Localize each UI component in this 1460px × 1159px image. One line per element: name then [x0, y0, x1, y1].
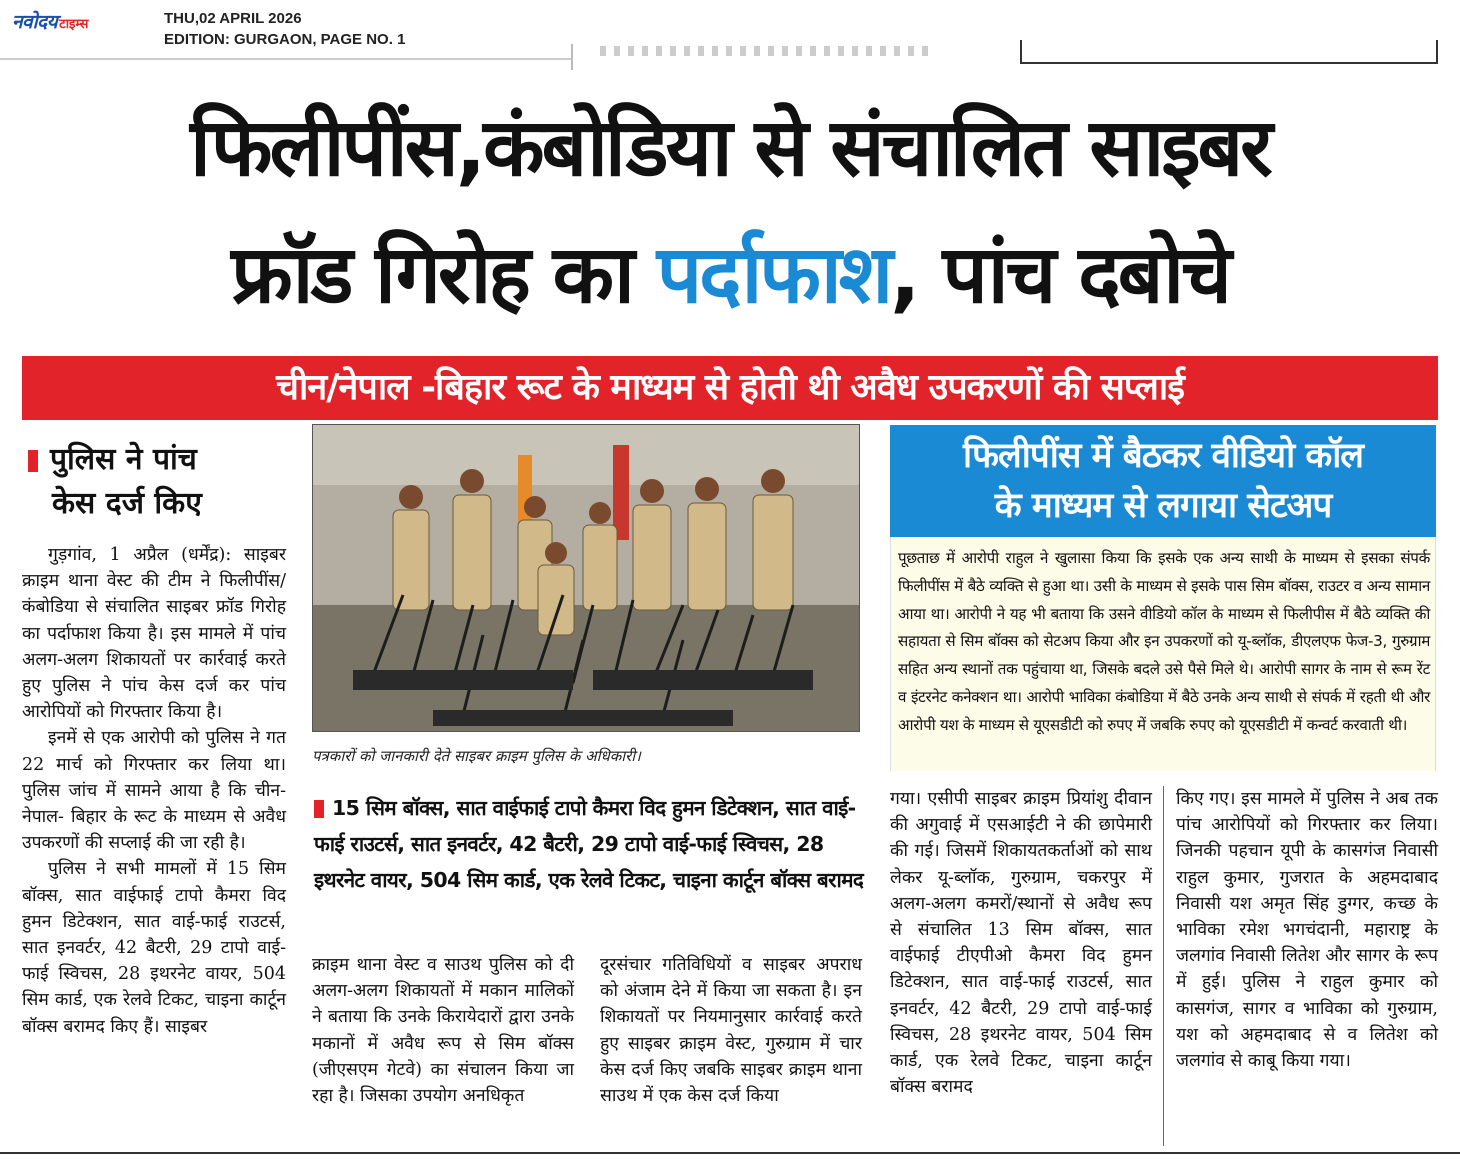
headline-line-1: फिलीपींस,कंबोडिया से संचालित साइबर — [190, 101, 1270, 194]
clipped-text-remnant — [600, 46, 930, 56]
sidebar-text: पूछताछ में आरोपी राहुल ने खुलासा किया कि इसके एक अन्य साथी के माध्यम से इसका संपर्क फिलीपींस में बैठे व्यक्ति से हुआ था। उसी के माध्यम से इसके पास सिम बॉक्स, राउटर व अन्य सामान आया था। आरोपी ने यह भी बताया कि उसने वीडियो कॉल के माध्यम से फिलीपीस में बैठे व्यक्ति की सहायता से सिम बॉक्स को सेटअप किया और इन उपकरणों को यू-ब्लॉक, डीएलएफ फेज-3, गुरुग्राम सहित अन्य स्थानों तक पहुंचाया था, जिसके बदले उसे पैसे मिले थे। आरोपी सागर के नाम से रूम रेंट व इंटरनेट कनेक्शन था। आरोपी भाविका कंबोडिया में बैठे उनके अन्य साथी से संपर्क में रहती थी और आरोपी यश के माध्यम से यूएसडीटी को रुपए में जबकि रुपए को यूएसडीटी में कन्वर्ट करवाती थी। — [898, 549, 1430, 734]
newspaper-logo — [12, 8, 88, 36]
paragraph: गुड़गांव, 1 अप्रैल (धर्मेंद्र): साइबर क्राइम थाना वेस्ट की टीम ने फिलीपींस/कंबोडिया से संचालित साइबर फ्रॉड गिरोह का पर्दाफाश किया है। इस मामले में पांच अलग-अलग शिकायतों पर कार्रवाई करते हुए पुलिस ने पांच केस दर्ज कर पांच आरोपियों को गिरफ्तार किया है। — [22, 545, 286, 723]
headline-part-b: , पांच दबोचे — [890, 228, 1229, 321]
headline-part-a: फ्रॉड गिरोह का — [231, 228, 657, 321]
logo-main-text: नवोदय — [12, 11, 58, 33]
highlights-summary — [314, 790, 874, 898]
red-subhead-banner: चीन/नेपाल -बिहार रूट के माध्यम से होती थी अवैध उपकरणों की सप्लाई — [22, 356, 1438, 420]
highlights-text: 15 सिम बॉक्स, सात वाईफाई टापो कैमरा विद हुमन डिटेक्शन, सात वाई-फाई राउटर्स, सात इनवर्टर, 42 बैटरी, 29 टापो वाई-फाई स्विचस, 28 इथरनेट वायर, 504 सिम कार्ड, एक रेलवे टिकट, चाइना कार्टून बॉक्स बरामद — [314, 796, 864, 892]
bullet-square-icon — [314, 800, 324, 818]
right-column-a: गया। एसीपी साइबर क्राइम प्रियांशु दीवान की अगुवाई में एसआईटी ने की छापेमारी की गई। जिसमें शिकायतकर्ताओं को साथ लेकर यू-ब्लॉक, गुरुग्राम, चकरपुर में अलग-अलग कमरों/स्थानों से अवैध रूप से संचालित 13 सिम बॉक्स, सात वाईफाई टीएपीओ कैमरा विद हुमन डिटेक्शन, सात वाई-फाई राउटर्स, सात इनवर्टर, 42 बैटरी, 29 टापो वाई-फाई स्विचस, 28 इथरनेट वायर, 504 सिम कार्ड, एक रेलवे टिकट, चाइना कार्टून बॉक्स बरामद — [890, 789, 1152, 1098]
paragraph: पुलिस ने सभी मामलों में 15 सिम बॉक्स, सात वाईफाई टापो कैमरा विद हुमन डिटेक्शन, सात वाई-फाई राउटर्स, सात इनवर्टर, 42 बैटरी, 29 टापो वाई-फाई स्विचस, 28 इथरनेट वायर, 504 सिम कार्ड, एक रेलवे टिकट, चाइना कार्टून बॉक्स बरामद किए हैं। साइबर — [22, 859, 286, 1037]
issue-date: THU,02 APRIL 2026 — [164, 10, 302, 27]
clipped-box-edge — [1020, 40, 1438, 64]
sidebar-heading-line-1: फिलीपींस में बैठकर वीडियो कॉल — [963, 436, 1363, 476]
clip-edge-rule — [0, 58, 572, 72]
sidebar-heading-box — [890, 425, 1436, 537]
right-column-b: किए गए। इस मामले में पुलिस ने अब तक पांच आरोपियों को गिरफ्तार कर लिया। जिनकी पहचान यूपी के कासगंज निवासी राहुल कुमार, गुजरात के अहमदाबाद निवासी यश अमृत सिंह डुग्गर, कच्छ के भाविका रमेश भगचंदानी, महाराष्ट्र के जलगांव निवासी लितेश और सागर के रूप में हुई। पुलिस ने राहुल कुमार को कासगंज, सागर व भाविका को गुरुग्राम, यश को अहमदाबाद से व लितेश को जलगांव से काबू किया गया। — [1176, 789, 1438, 1072]
edition-info: EDITION: GURGAON, PAGE NO. 1 — [164, 31, 406, 48]
sidebar-heading-line-2: के माध्यम से लगाया सेटअप — [994, 486, 1332, 526]
clip-edge-divider — [571, 44, 573, 70]
dateline — [164, 8, 405, 50]
left-subhead-line-1: पुलिस ने पांच — [50, 442, 197, 477]
bottom-rule — [0, 1152, 1460, 1154]
logo-sub-text: टाइम्स — [59, 17, 89, 32]
photo-caption: पत्रकारों को जानकारी देते साइबर क्राइम पुलिस के अधिकारी। — [312, 747, 641, 765]
middle-column-a: क्राइम थाना वेस्ट व साउथ पुलिस को दी अलग-अलग शिकायतों में मकान मालिकों ने बताया कि उनके किरायेदारों द्वारा उनके मकानों में अवैध रूप से सिम बॉक्स (जीएसएम गेटवे) का संचालन किया जा रहा है। जिसका उपयोग अनधिकृत — [312, 955, 574, 1107]
press-conference-photo — [312, 424, 860, 732]
paragraph: इनमें से एक आरोपी को पुलिस ने गत 22 मार्च को गिरफ्तार कर लिया था। पुलिस जांच में सामने आया है कि चीन-नेपाल- बिहार के रूट के माध्यम से अवैध उपकरणों की सप्लाई की जा रही है। — [22, 728, 286, 854]
middle-column-b: दूरसंचार गतिविधियों व साइबर अपराध को अंजाम देने में किया जा सकता है। इन शिकायतों पर नियमानुसार कार्रवाई करते हुए साइबर क्राइम वेस्ट, गुरुग्राम में चार केस दर्ज किए जबकि साइबर क्राइम थाना साउथ में एक केस दर्ज किया — [600, 955, 862, 1107]
left-subhead-line-2: केस दर्ज किए — [52, 486, 202, 521]
bullet-square-icon — [28, 450, 38, 472]
left-column-article — [22, 542, 286, 1040]
left-subhead — [28, 438, 278, 526]
column-divider — [1163, 786, 1164, 1146]
headline-line-2 — [20, 210, 1440, 340]
headline-highlight: पर्दाफाश — [656, 228, 891, 321]
